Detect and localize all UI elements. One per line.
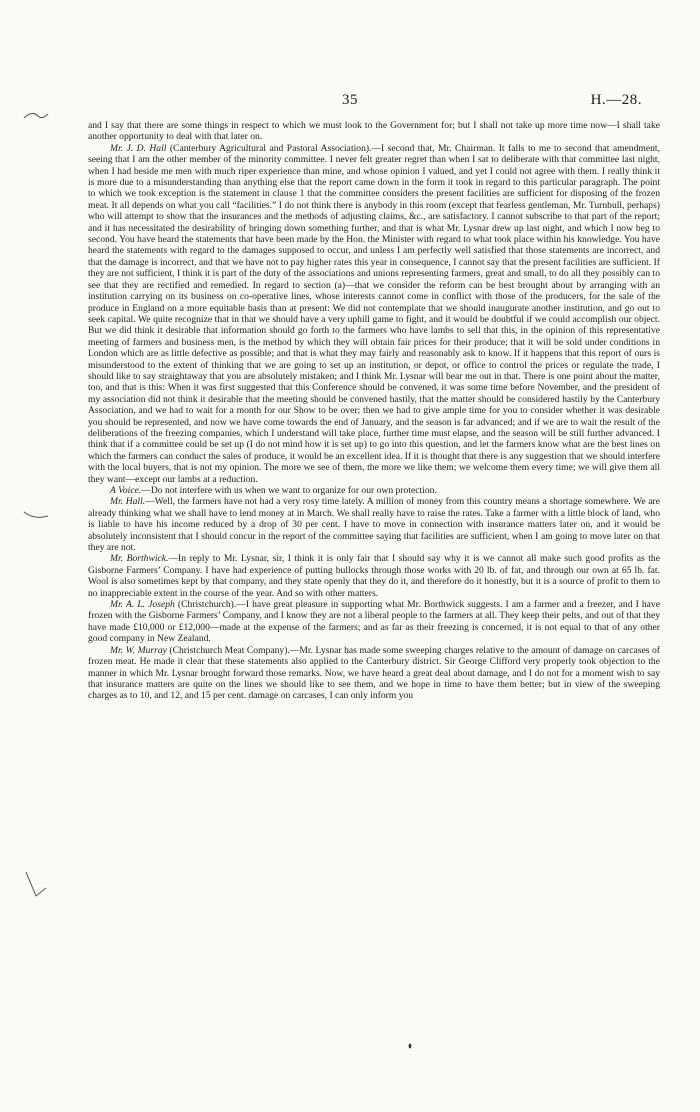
page-number: 35 (342, 92, 358, 108)
paragraph-text: and I say that there are some things in respect to which we must look to the Government for; but I shall not take up more time now—I shall take another opportunity to deal with that later on. (88, 120, 660, 143)
speaker-name: Mr. Borthwick. (110, 553, 169, 565)
speaker-name: A Voice. (110, 485, 142, 496)
paragraph-text: —In reply to Mr. Lysnar, sir, I think it is only fair that I should say why it is we cannot all make such good profits as the Gisborne Farmers’ Company. I have had experience of putting bullocks through those works with 20 lb. of fat, and through our own at 65 lb. fat. Wool is also sometimes kept by that company, and they state openly that they do it, and therefore do it honestly, but it is a source of profit to them to no inappreciable extent in the course of the year. And so with other matters. (88, 553, 660, 599)
speaker-name: Mr. A. L. Joseph (110, 599, 175, 611)
paragraph (88, 645, 660, 702)
document-body (88, 120, 660, 702)
page-reference: H.—28. (590, 92, 642, 108)
speaker-name: Mr. W. Murray (110, 644, 167, 656)
margin-pencil-mark (22, 108, 50, 116)
paragraph (88, 485, 660, 496)
paragraph-text: (Christchurch).—I have great pleasure in supporting what Mr. Borthwick suggests. I am a farmer and a freezer, and I have frozen with the Gisborne Farmers’ Company, and I know they are not a liberal people to the farmers at all. They keep their pelts, and out of that they have made £10,000 or £12,000—made at the expense of the farmers; and as far as their freezing is concerned, it is not equal to that of any other good company in New Zealand. (88, 599, 660, 645)
paragraph-text: (Canterbury Agricultural and Pastoral Association).—I second that, Mr. Chairman. It falls to me to second that amendment, seeing that I am the other member of the minority committee. I never felt greater regret than when I sat to deliberate with that committee last night, when I had beside me men with much riper experience than mine, and whose opinion I valued, and yet I could not agree with them. I really think it is more due to a misunderstanding than anything else that the report came down in the form it took in regard to this particular paragraph. The point to which we took exception is the statement in clause 1 that the committee considers the present facilities are sufficient for disposing of the frozen meat. It all depends on what you call “facilities.” I do not think there is anybody in this room (except that fearless gentleman, Mr. Turnbull, perhaps) who will attempt to show that the insurances and the methods of adjusting claims, &c., are satisfactory. I cannot subscribe to that part of the report; and it has necessitated the desirability of bringing down something further, and that is what Mr. Lysnar drew up last night, and which I now beg to second. You have heard the statements that have been made by the Hon. the Minister with regard to what took place within his knowledge. You have heard the statements with regard to the damages supposed to occur, and unless I am perfectly well satisfied that those statements are incorrect, and that the damage is incorrect, and that we have not to pay higher rates this year in consequence, I cannot say that the present facilities are sufficient. If they are not sufficient, I think it is part of the duty of the associations and unions representing farmers, great and small, to do all they possibly can to see that they are rectified and remedied. In regard to section (a)—that we consider the reform can be best brought about by arranging with an institution carrying on its business on co-operative lines, whose interests cannot come in conflict with those of the producers, for the sale of the produce in England on a more equitable basis than at present: We did not contemplate that we should inaugurate another institution, and go out to seek capital. We quite recognize that in that we should have a very uphill game to fight, and it would be doubtful if we could accomplish our object. But we did think it desirable that information should go forth to the farmers who have lambs to sell that this, in the opinion of this representative meeting of farmers and business men, is the method by which they will obtain fair prices for their produce; that it will be sold under conditions in London which are as little defective as possible; and that is what they may fairly and reasonably ask to know. If it happens that this report of ours is misunderstood to the extent of thinking that we are going to set up an institution, or depot, or office to control the prices or regulate the trade, I should like to say straightaway that you are absolutely mistaken; and I think Mr. Lysnar will bear me out in that. There is one point about the matter, too, and that is this: When it was first suggested that this Conference should be convened, it was some time before November, and the president of my association did not think it desirable that the meeting should be convened hastily, that the matter should be considered hastily by the Canterbury Association, and we had to wait for a month for our Show to be over; then we had to give ample time for you to consider whether it was desirable you should be represented, and now we have come towards the end of January, and the season is far advanced; and if we are to wait the result of the deliberations of the freezing companies, which I understand will take place, further time must elapse, and the season will be still further advanced. I think that if a committee could be set up (I do not mind how it is set up) to go into this question, and let the farmers know what are the best lines on which the farmers can conduct the sales of produce, it would be an excellent idea. If it is thought that there is any suggestion that we should interfere with the local buyers, that is not my opinion. The more we see of them, the more we like them; we welcome them every time; we will give them all they want—except our lambs at a reduction. (88, 142, 660, 485)
paragraph (88, 599, 660, 645)
paragraph-text: (Christchurch Meat Company).—Mr. Lysnar has made some sweeping charges relative to the amount of damage on carcases of frozen meat. He made it clear that these statements also applied to the Canterbury district. Sir George Clifford very properly took objection to the manner in which Mr. Lysnar brought forward those remarks. Now, we have heard a great deal about damage, and I do not for a moment wish to say that insurance matters are quite on the lines we should like to see them, and we hope in time to have them better; but in view of the sweeping charges as to 10, and 12, and 15 per cent. damage on carcases, I can only inform you (88, 644, 660, 702)
speaker-name: Mr. J. D. Hall (110, 142, 167, 154)
paragraph-text: —Well, the farmers have not had a very rosy time lately. A million of money from this country means a shortage somewhere. We are already thinking what we shall have to lend money at in March. We shall really have to raise the rates. Take a farmer with a little block of land, who is liable to have his income reduced by a drop of 30 per cent. I have to move in connection with insurance matters later on, and it would be absolutely inconsistent that I should concur in the report of the committee saying that facilities are sufficient, when I am going to move later on that they are not. (88, 496, 660, 554)
margin-pencil-mark (22, 870, 50, 900)
paragraph (88, 143, 660, 485)
paragraph (88, 120, 660, 143)
paragraph (88, 553, 660, 599)
paragraph (88, 496, 660, 553)
margin-pencil-mark (22, 508, 50, 516)
paragraph-text: —Do not interfere with us when we want to organize for our own protection. (141, 485, 437, 496)
speaker-name: Mr. Hall. (110, 496, 146, 508)
ink-dot (408, 1036, 412, 1042)
